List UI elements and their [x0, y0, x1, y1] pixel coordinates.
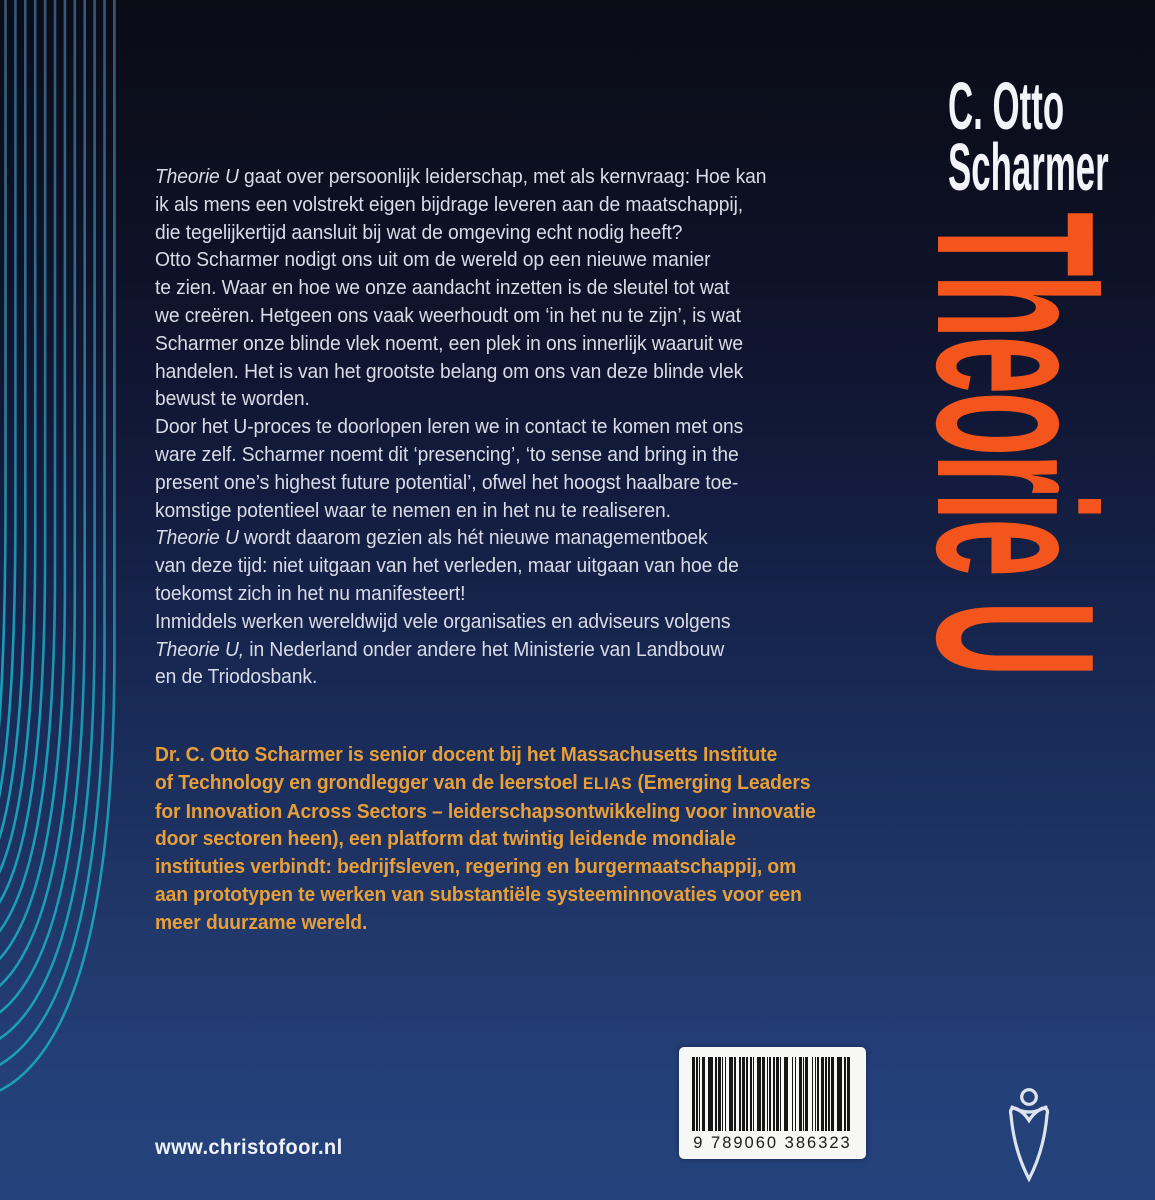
barcode-bar	[739, 1057, 741, 1131]
decorative-arc-line	[0, 0, 15, 847]
barcode-bar	[722, 1057, 724, 1131]
text-line: door sectoren heen), een platform dat twintig leidende mondiale	[155, 827, 736, 851]
barcode-bar	[844, 1057, 846, 1131]
text-line: ware zelf. Scharmer noemt dit ‘presencing’, ‘to sense and bring in the	[155, 442, 739, 466]
text-line: aan prototypen te werken van substantiële systeeminnovaties voor een	[155, 882, 802, 906]
barcode-bar	[828, 1057, 830, 1131]
barcode-bar	[831, 1057, 834, 1131]
barcode-bar	[708, 1057, 713, 1131]
barcode-bar	[750, 1057, 752, 1131]
barcode-bar	[769, 1057, 771, 1131]
text-line: van deze tijd: niet uitgaan van het verleden, maar uitgaan van hoe de	[155, 554, 739, 578]
barcode-bar	[715, 1057, 717, 1131]
barcode-bar	[805, 1057, 808, 1131]
decorative-arc-line	[0, 0, 85, 1022]
barcode-bar	[821, 1057, 824, 1131]
text-line: komstige potentieel waar te nemen en in het nu te realiseren.	[155, 498, 671, 522]
barcode-bar	[767, 1057, 769, 1131]
publisher-figure-icon	[995, 1076, 1065, 1186]
barcode-bar	[725, 1057, 727, 1131]
barcode-bar	[847, 1057, 850, 1131]
barcode-bar	[817, 1057, 819, 1131]
author-name	[948, 69, 1109, 205]
author-bio-text	[155, 741, 816, 937]
text-line: present one’s highest future potential’, ofwel het hoogst haalbare toe-	[155, 470, 739, 494]
author-name-line2: Scharmer	[948, 130, 1109, 205]
text-line: Otto Scharmer nodigt ons uit om de wereld op een nieuwe manier	[155, 248, 711, 272]
barcode-bar	[757, 1057, 762, 1131]
barcode-number: 9 789060 386323	[693, 1134, 852, 1152]
website-url: www.christofoor.nl	[155, 1136, 343, 1159]
barcode-bar	[773, 1057, 775, 1131]
barcode-bar	[837, 1057, 842, 1131]
barcode-bar	[699, 1057, 701, 1131]
barcode-bar	[746, 1057, 748, 1131]
barcode-bar	[784, 1057, 789, 1131]
decorative-arc-line	[0, 0, 75, 997]
barcode-bar	[795, 1057, 797, 1131]
barcode-bar	[702, 1057, 705, 1131]
text-line: instituties verbindt: bedrijfsleven, regering en burgermaatschappij, om	[155, 855, 797, 879]
barcode-bar	[792, 1057, 794, 1131]
barcode-bar	[776, 1057, 779, 1131]
text-line: Theorie U, in Nederland onder andere het Ministerie van Landbouw	[155, 637, 725, 661]
barcode-bar	[799, 1057, 802, 1131]
barcode-bar	[734, 1057, 736, 1131]
text-line: we creëren. Hetgeen ons vaak weerhoudt om ‘in het nu te zijn’, is wat	[155, 303, 741, 327]
barcode-bars	[692, 1057, 853, 1131]
author-name-line1: C. Otto	[948, 69, 1065, 144]
barcode-bar	[753, 1057, 755, 1131]
decorative-arc-line	[0, 0, 6, 822]
barcode-bar	[742, 1057, 745, 1131]
text-line: toekomst zich in het nu manifesteert!	[155, 581, 466, 605]
book-title-vertical: Theorie U	[890, 212, 1142, 675]
barcode-bar	[762, 1057, 765, 1131]
barcode-bar	[815, 1057, 817, 1131]
barcode-bar	[780, 1057, 782, 1131]
text-line: of Technology en grondlegger van de leerstoel ELIAS (Emerging Leaders	[155, 770, 811, 794]
barcode-bar	[812, 1057, 814, 1131]
text-line: for Innovation Across Sectors – leiderschapsontwikkeling voor innovatie	[155, 799, 816, 823]
text-line: te zien. Waar en hoe we onze aandacht inzetten is de sleutel tot wat	[155, 276, 730, 300]
text-line: Inmiddels werken wereldwijd vele organisaties en adviseurs volgens	[155, 609, 731, 633]
text-line: Theorie U gaat over persoonlijk leiderschap, met als kernvraag: Hoe kan	[155, 165, 767, 188]
barcode-bar	[729, 1057, 734, 1131]
text-line: Door het U-proces te doorlopen leren we in contact te komen met ons	[155, 415, 744, 439]
barcode	[679, 1047, 866, 1159]
text-line: handelen. Het is van het grootste belang om ons van deze blinde vlek	[155, 359, 744, 383]
text-line: ik als mens een volstrekt eigen bijdrage leveren aan de maatschappij,	[155, 192, 744, 216]
barcode-bar	[718, 1057, 721, 1131]
text-line: en de Triodosbank.	[155, 665, 318, 689]
text-line: die tegelijkertijd aansluit bij wat de omgeving echt nodig heeft?	[155, 220, 683, 244]
barcode-bar	[696, 1057, 698, 1131]
text-line: Theorie U wordt daarom gezien als hét nieuwe managementboek	[155, 526, 708, 550]
intro-text	[155, 163, 766, 691]
text-line: meer duurzame wereld.	[155, 910, 368, 934]
text-line: bewust te worden.	[155, 387, 310, 411]
barcode-bar	[692, 1057, 695, 1131]
barcode-bar	[825, 1057, 827, 1131]
text-line: Scharmer onze blinde vlek noemt, een plek in ons innerlijk waaruit we	[155, 331, 743, 355]
decorative-arc-line	[0, 0, 25, 872]
text-line: Dr. C. Otto Scharmer is senior docent bij het Massachusetts Institute	[155, 743, 778, 766]
barcode-bar	[803, 1057, 805, 1131]
